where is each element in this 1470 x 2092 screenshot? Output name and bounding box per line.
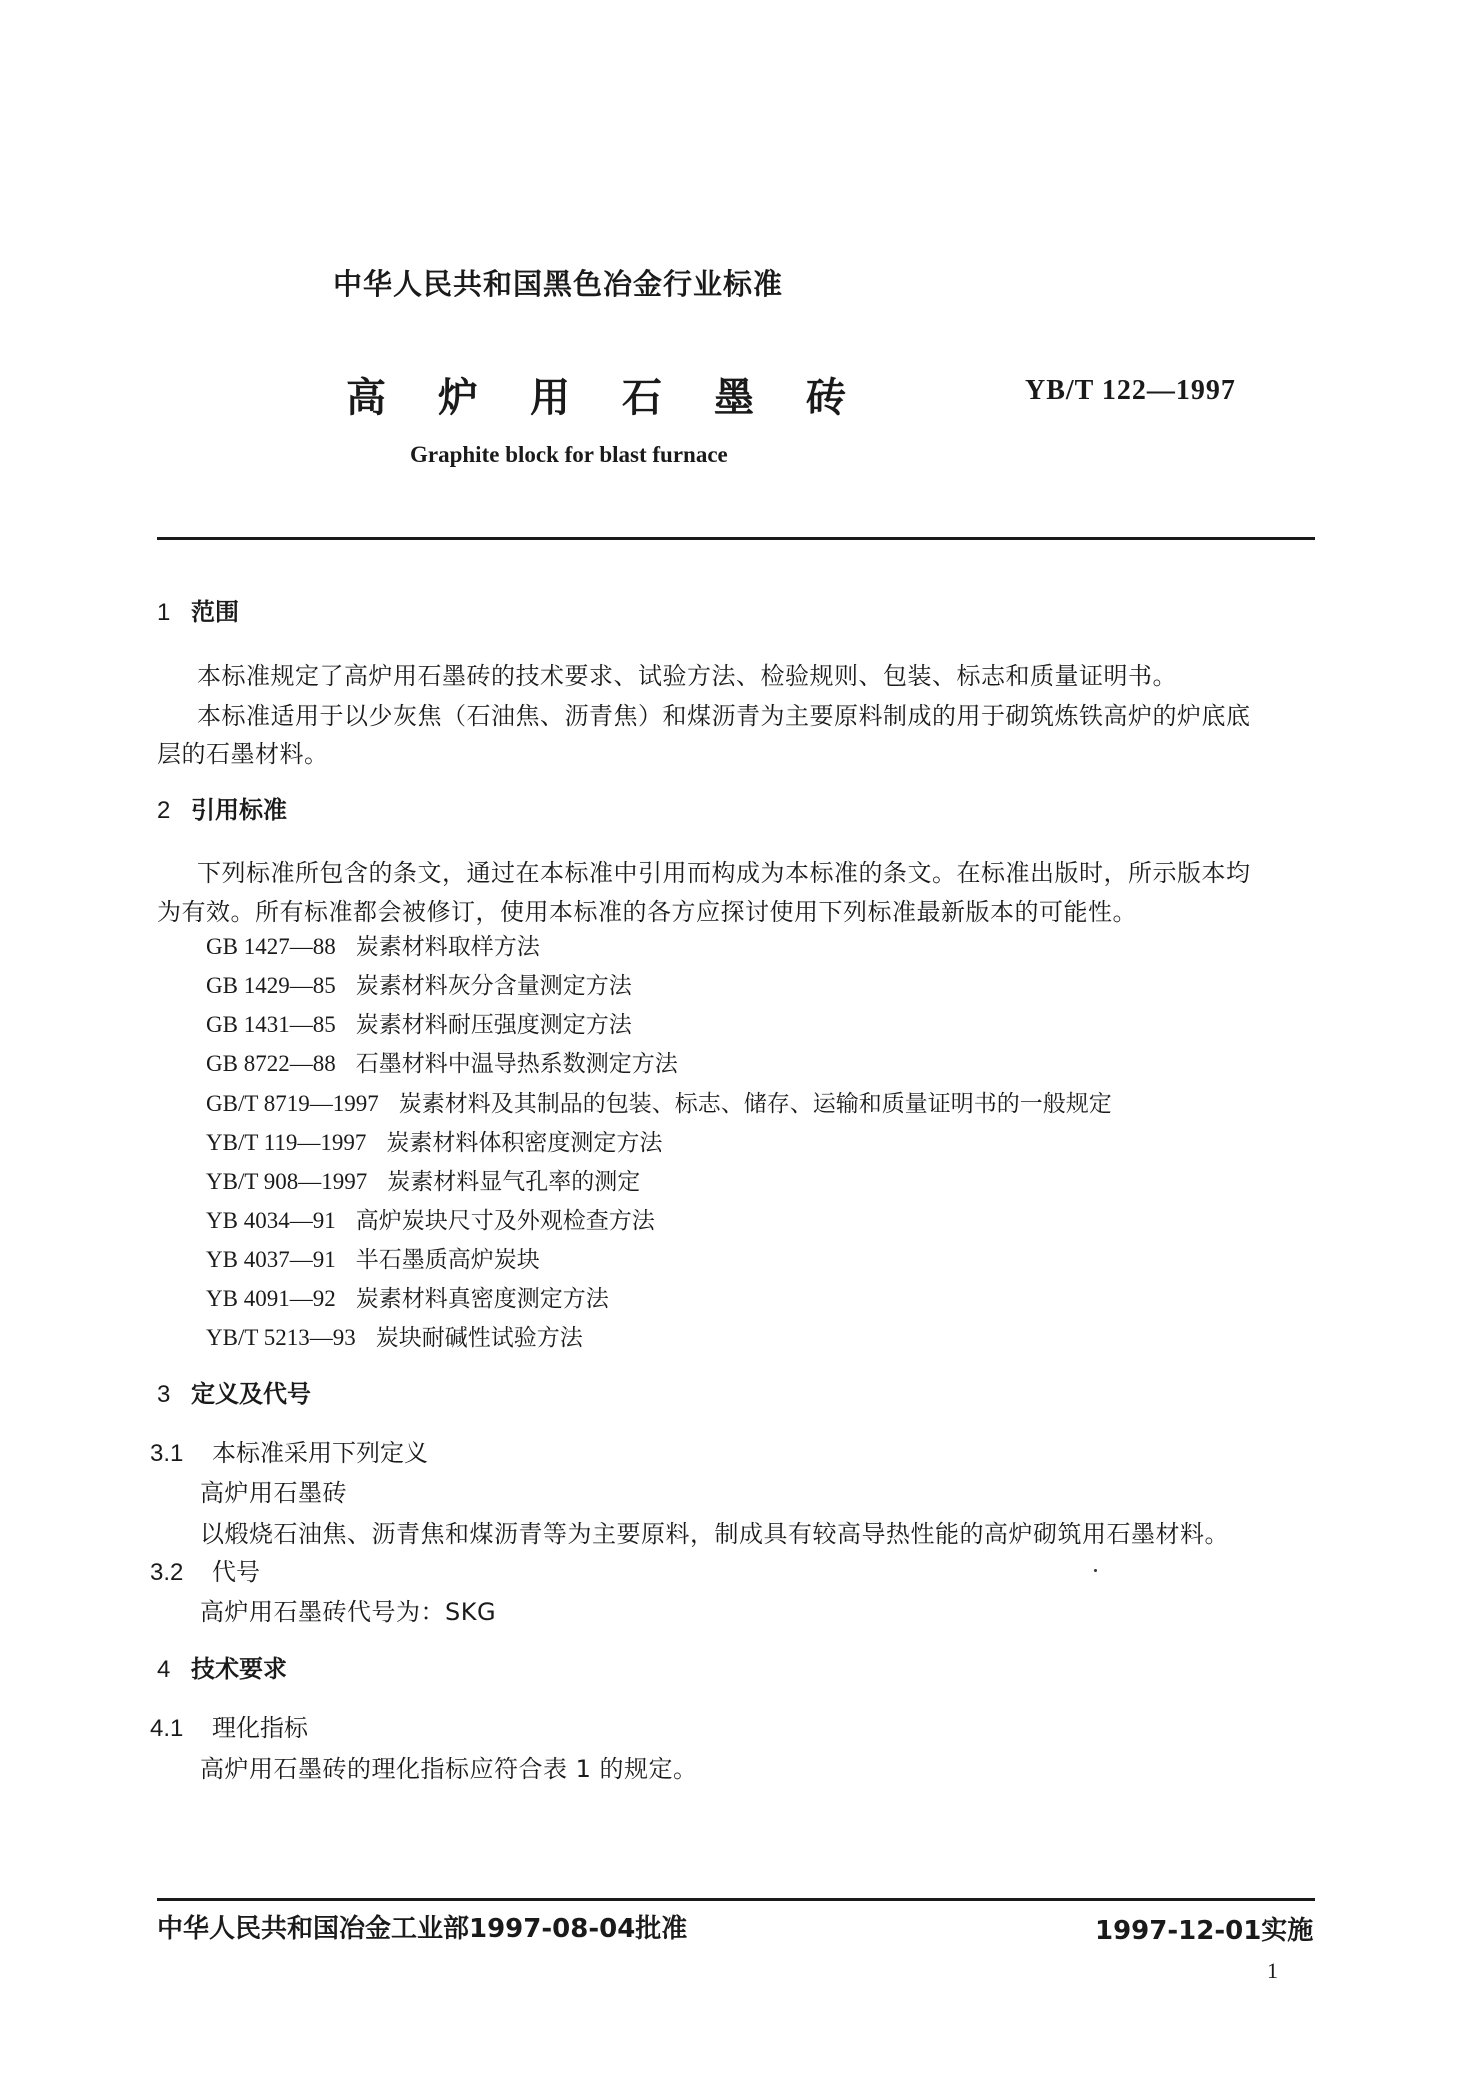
section-2-paragraph: 下列标准所包含的条文，通过在本标准中引用而构成为本标准的条文。在标准出版时，所示版本均 [197,859,1251,887]
section-1-paragraph-2-cont: 层的石墨材料。 [157,740,329,768]
reference-code: YB/T 119—1997 [206,1130,367,1155]
section-1-paragraph-1: 本标准规定了高炉用石墨砖的技术要求、试验方法、检验规则、包装、标志和质量证明书。 [197,662,1177,690]
reference-standard [206,1124,662,1157]
reference-code: YB 4091—92 [206,1286,336,1311]
reference-standard [206,1163,640,1196]
reference-standard [206,1006,632,1039]
reference-name: 炭块耐碱性试验方法 [375,1325,583,1351]
clause-number: 3.1 [150,1440,184,1467]
code-designation: 高炉用石墨砖代号为：SKG [200,1598,497,1626]
reference-code: YB/T 908—1997 [206,1169,368,1194]
section-2-paragraph-cont: 为有效。所有标准都会被修订，使用本标准的各方应探讨使用下列标准最新版本的可能性。 [157,898,1137,926]
clause-title: 理化指标 [212,1714,308,1742]
reference-name: 炭素材料取样方法 [355,934,540,960]
title-char: 用 [530,375,570,421]
defined-term: 高炉用石墨砖 [200,1479,347,1507]
reference-code: YB 4034—91 [206,1208,336,1233]
standard-category-line: 中华人民共和国黑色冶金行业标准 [333,267,784,301]
title-char: 石 [622,375,662,421]
reference-name: 高炉炭块尺寸及外观检查方法 [355,1208,655,1234]
reference-code: GB 1429—85 [206,973,336,998]
section-1-paragraph-2: 本标准适用于以少灰焦（石油焦、沥青焦）和煤沥青为主要原料制成的用于砌筑炼铁高炉的炉底底 [197,702,1251,730]
section-title: 范围 [191,598,239,626]
reference-standard [206,1280,609,1313]
section-number: 3 [157,1381,171,1408]
reference-name: 炭素材料显气孔率的测定 [387,1169,641,1195]
scan-speck [1094,1569,1097,1572]
section-1-heading [157,592,239,627]
section-number: 2 [157,797,171,824]
clause-title: 代号 [212,1558,260,1586]
approval-statement: 中华人民共和国冶金工业部1997-08-04批准 [157,1914,688,1944]
effective-date: 1997-12-01实施 [1095,1916,1314,1946]
clause-3-1 [150,1433,428,1468]
reference-code: GB 1427—88 [206,934,336,959]
section-title: 引用标准 [191,796,287,824]
reference-name: 炭素材料及其制品的包装、标志、储存、运输和质量证明书的一般规定 [398,1091,1112,1117]
clause-4-1-text: 高炉用石墨砖的理化指标应符合表 1 的规定。 [200,1755,698,1783]
clause-4-1 [150,1708,308,1743]
reference-standard [206,1319,583,1352]
document-code: YB/T 122—1997 [1025,375,1236,406]
title-char: 炉 [438,375,478,421]
reference-code: GB 8722—88 [206,1051,336,1076]
document-title [346,366,846,423]
clause-title: 本标准采用下列定义 [212,1439,428,1467]
section-2-heading [157,790,287,825]
title-char: 高 [346,375,386,421]
english-subtitle: Graphite block for blast furnace [410,442,728,467]
section-4-heading [157,1649,287,1684]
section-number: 1 [157,599,171,626]
reference-standard [206,1202,655,1235]
section-title: 技术要求 [191,1655,287,1683]
reference-code: GB/T 8719—1997 [206,1091,379,1116]
reference-name: 炭素材料灰分含量测定方法 [355,973,632,999]
footer-rule [157,1898,1315,1901]
reference-standard [206,1085,1112,1118]
term-definition: 以煅烧石油焦、沥青焦和煤沥青等为主要原料，制成具有较高导热性能的高炉砌筑用石墨材料。 [200,1520,1229,1548]
reference-standard [206,1045,678,1078]
section-3-heading [157,1374,311,1409]
reference-name: 半石墨质高炉炭块 [355,1247,540,1273]
reference-standard [206,928,540,961]
reference-code: YB 4037—91 [206,1247,336,1272]
reference-name: 炭素材料耐压强度测定方法 [355,1012,632,1038]
page-number: 1 [1267,1958,1278,1983]
clause-number: 4.1 [150,1715,184,1742]
header-rule [157,537,1315,540]
title-char: 砖 [806,375,846,421]
section-number: 4 [157,1656,171,1683]
clause-number: 3.2 [150,1559,184,1586]
clause-3-2 [150,1552,260,1587]
reference-name: 石墨材料中温导热系数测定方法 [355,1051,678,1077]
reference-code: GB 1431—85 [206,1012,336,1037]
reference-code: YB/T 5213—93 [206,1325,356,1350]
title-char: 墨 [714,375,754,421]
reference-standard [206,967,632,1000]
reference-standard [206,1241,540,1274]
section-title: 定义及代号 [191,1380,311,1408]
reference-name: 炭素材料真密度测定方法 [355,1286,609,1312]
reference-name: 炭素材料体积密度测定方法 [386,1130,663,1156]
